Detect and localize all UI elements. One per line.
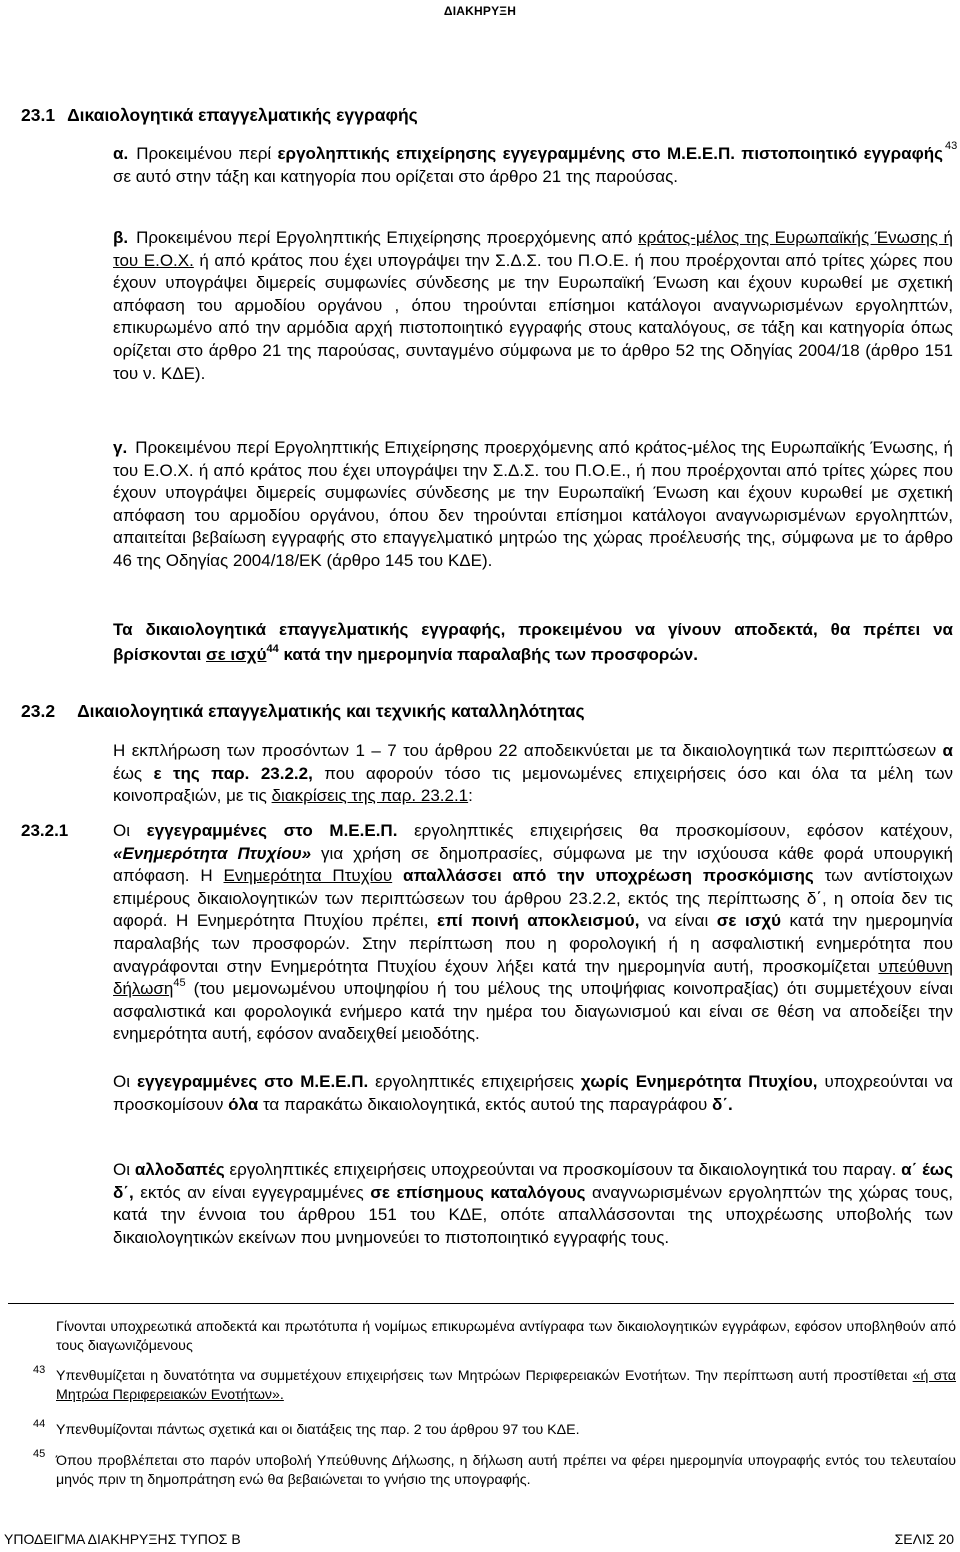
section-23-2-1-number: 23.2.1 xyxy=(21,821,69,840)
item-label: γ. xyxy=(113,438,128,457)
section-title: Δικαιολογητικά επαγγελματικής εγγραφής xyxy=(67,105,418,125)
section-23-2-heading xyxy=(21,701,585,722)
footnote-ref-45[interactable]: 45 xyxy=(173,977,186,990)
section-number: 23.1 xyxy=(21,105,56,125)
page-header-title: ΔΙΑΚΗΡΥΞΗ xyxy=(443,4,517,18)
footnote-number-45: 45 xyxy=(33,1448,46,1460)
item-alpha: α. Προκειμένου περί εργοληπτικής επιχείρησης εγγεγραμμένης στο Μ.Ε.Ε.Π. πιστοποιητικό εγγραφής σε αυτό στην τάξη και κατηγορία που ορίζεται στο άρθρο 21 της παρούσας. xyxy=(113,144,943,186)
footnote-intro: Γίνονται υποχρεωτικά αποδεκτά και πρωτότυπα ή νομίμως επικυρωμένα αντίγραφα των δικαιολογητικών εγγράφων, εφόσον υποβληθούν από τους διαγωνιζόμενους xyxy=(56,1319,956,1355)
section-number: 23.2 xyxy=(21,701,56,721)
footnote-number-43: 43 xyxy=(33,1364,46,1376)
cross-reference-link[interactable]: διακρίσεις της παρ. 23.2.1 xyxy=(271,786,469,806)
footnote-ref-44[interactable]: 44 xyxy=(266,643,279,655)
footnote-43: Υπενθυμίζεται η δυνατότητα να συμμετέχουν επιχειρήσεις των Μητρώων Περιφερειακών Ενοτήτων. Την περίπτωση αυτή προστίθεται «ή στα Μητρώα Περιφερειακών Ενοτήτων». xyxy=(56,1368,957,1404)
item-gamma: γ. Προκειμένου περί Εργοληπτικής Επιχείρησης προερχόμενης από κράτος-μέλος της Ευρωπαϊκής Ένωσης, ή του Ε.Ο.Χ. ή από κράτος που έχει υπογράψει την Σ.Δ.Σ. του Π.Ο.Ε., ή που προέρχονται από τρίτες χώρες που έχουν υπογράψει διμερείς συμφωνίες σύνδεσης με την Ευρωπαϊκή Ένωση και έχουν κυρωθεί με σχετική απόφαση του αρμοδίου οργάνου, όπου δεν τηρούνται επίσημοι κατάλογοι αναγνωρισμένων εργοληπτών, απαιτείται βεβαίωση εγγραφής στο επαγγελματικό μητρώο της χώρας προέλευσής της, σύμφωνα με το άρθρο 46 της Οδηγίας 2004/18/ΕΚ (άρθρο 145 του ΚΔΕ). xyxy=(113,438,953,570)
section-title: Δικαιολογητικά επαγγελματικής και τεχνικής καταλληλότητας xyxy=(77,701,585,721)
item-label: α. xyxy=(113,144,129,163)
section-23-2-1-paragraph-3: Οι αλλοδαπές εργοληπτικές επιχειρήσεις υποχρεούνται να προσκομίσουν τα δικαιολογητικά του παραγ. α΄ έως δ΄, εκτός αν είναι εγγεγραμμένες σε επίσημους καταλόγους αναγνωρισμένων εργοληπτών της χώρας τους, κατά την έννοια του άρθρου 151 του ΚΔΕ, οπότε απαλλάσσονται της υποχρέωσης υποβολής των δικαιολογητικών εκείνων που μνημονεύει το πιστοποιητικό εγγραφής τους. xyxy=(113,1160,953,1247)
footnote-44: Υπενθυμίζονται πάντως σχετικά και οι διατάξεις της παρ. 2 του άρθρου 97 του ΚΔΕ. xyxy=(56,1422,580,1438)
footnote-45: Όπου προβλέπεται στο παρόν υποβολή Υπεύθυνης Δήλωσης, η δήλωση αυτή πρέπει να φέρει ημερομηνία υπογραφής εντός του τελευταίου μηνός πριν τη δημοπράτηση ενώ θα βεβαιώνεται το γνήσιο της υπογραφής. xyxy=(56,1453,956,1489)
item-beta: β. Προκειμένου περί Εργοληπτικής Επιχείρησης προερχόμενης από κράτος-μέλος της Ευρωπαϊκής Ένωσης ή του Ε.Ο.Χ. ή από κράτος που έχει υπογράψει την Σ.Δ.Σ. του Π.Ο.Ε. ή που προέρχονται από τρίτες χώρες που έχουν υπογράψει διμερείς συμφωνίες σύνδεσης με την Ευρωπαϊκή Ένωση και έχουν κυρωθεί με σχετική απόφαση του αρμοδίου οργάνου , όπου τηρούνται επίσημοι κατάλογοι αναγνωρισμένων εργοληπτών, επικυρωμένο από την αρμόδια αρχή πιστοποιητικό εγγραφής στους καταλόγους, σε τάξη και κατηγορία όπως ορίζεται στο άρθρο 21 της παρούσας, συνταγμένο σύμφωνα με το άρθρο 52 της Οδηγίας 2004/18 (άρθρο 151 του ν. ΚΔΕ). xyxy=(113,228,954,383)
footer-page-number: ΣΕΛΙΣ 20 xyxy=(894,1531,954,1547)
certificate-term: πιστοποιητικό εγγραφής xyxy=(741,144,943,163)
validity-notice: Τα δικαιολογητικά επαγγελματικής εγγραφής, προκειμένου να γίνουν αποδεκτά, θα πρέπει να βρίσκονται σε ισχύ$^{44}$ κατά την ημερομηνία παραλαβής των προσφορών. xyxy=(113,620,953,664)
section-23-2-1-paragraph-2: Οι εγγεγραμμένες στο Μ.Ε.Ε.Π. εργοληπτικές επιχειρήσεις χωρίς Ενημερότητα Πτυχίου, υποχρεούνται να προσκομίσουν όλα τα παρακάτω δικαιολογητικά, εκτός αυτού της παραγράφου δ΄. xyxy=(113,1072,954,1114)
footnote-ref-43[interactable]: 43 xyxy=(945,140,958,152)
item-label: β. xyxy=(113,228,129,247)
footer-template-label: ΥΠΟΔΕΙΓΜΑ ΔΙΑΚΗΡΥΞΗΣ ΤΥΠΟΣ Β xyxy=(4,1531,241,1547)
section-23-1-heading xyxy=(21,105,418,126)
section-23-2-intro: Η εκπλήρωση των προσόντων 1 – 7 του άρθρου 22 αποδεικνύεται με τα δικαιολογητικά των περιπτώσεων α έως ε της παρ. 23.2.2, που αφορούν τόσο τις μεμονωμένες επιχειρήσεις όσο και όλα τα μέλη των κοινοπραξιών, με τις διακρίσεις της παρ. 23.2.1: xyxy=(113,741,953,806)
footnote-number-44: 44 xyxy=(33,1418,46,1430)
footnote-separator xyxy=(8,1303,954,1304)
section-23-2-1-paragraph-1: Οι εγγεγραμμένες στο Μ.Ε.Ε.Π. εργοληπτικές επιχειρήσεις θα προσκομίσουν, εφόσον κατέχουν, «Ενημερότητα Πτυχίου» για χρήση σε δημοπρασίες, σύμφωνα με την ισχύουσα κάθε φορά υπουργική απόφαση. Η Ενημερότητα Πτυχίου απαλλάσσει από την υποχρέωση προσκόμισης των αντίστοιχων επιμέρους δικαιολογητικών των περιπτώσεων του άρθρου 23.2.2, εκτός της περίπτωσης δ΄, η οποία δεν τις αφορά. Η Ενημερότητα Πτυχίου πρέπει, επί ποινή αποκλεισμού, να είναι σε ισχύ κατά την ημερομηνία παραλαβής των προσφορών. Στην περίπτωση που η φορολογική ή η ασφαλιστική ενημερότητα που αναγράφονται στην Ενημερότητα Πτυχίου έχουν λήξει κατά την ημερομηνία αυτή, προσκομίζεται υπεύθυνη δήλωση$^{45}$ (του μεμονωμένου υποψηφίου ή του μέλους της υποψήφιας κοινοπραξίας) ότι συμμετέχουν είναι ασφαλιστικά και φορολογικά ενήμερο κατά την ημέρα του διαγωνισμού και είναι σε θέση να αποδείξει την ενημερότητα αυτή, εφόσον αναδειχθεί μειοδότης. xyxy=(113,821,954,1044)
